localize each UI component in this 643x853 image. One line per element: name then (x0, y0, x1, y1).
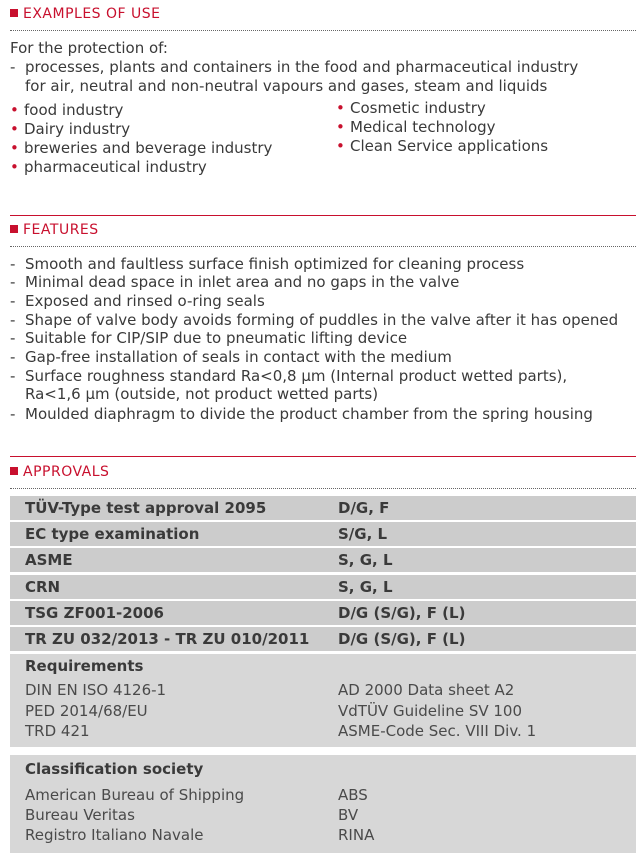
section-divider (10, 215, 636, 216)
requirement-item: AD 2000 Data sheet A2 (338, 681, 515, 699)
table-row: TSG ZF001-2006 D/G (S/G), F (L) (10, 601, 636, 625)
list-item: • food industry (10, 101, 124, 119)
classification-item: BV (338, 806, 359, 824)
bullet-icon: • (10, 139, 19, 157)
divider (10, 30, 636, 31)
bullet-icon: • (336, 118, 345, 136)
divider (10, 488, 636, 489)
approvals-heading: APPROVALS (10, 464, 636, 480)
divider (10, 246, 636, 247)
requirement-item: TRD 421 (25, 722, 90, 740)
list-item: - Exposed and rinsed o-ring seals (10, 292, 265, 310)
section-divider (10, 456, 636, 457)
requirement-item: VdTÜV Guideline SV 100 (338, 702, 523, 720)
classification-item: RINA (338, 826, 375, 844)
bullet-icon: • (10, 101, 19, 119)
list-item: - Shape of valve body avoids forming of puddles in the valve after it has opened (10, 311, 619, 329)
table-row: CRN S, G, L (10, 575, 636, 599)
bullet-icon: • (336, 137, 345, 155)
list-item: for air, neutral and non-neutral vapours and gases, steam and liquids (25, 77, 548, 95)
list-item: - Minimal dead space in inlet area and no gaps in the valve (10, 273, 460, 291)
bullet-icon: • (10, 158, 19, 176)
list-item: - Moulded diaphragm to divide the product chamber from the spring housing (10, 405, 593, 423)
requirements-title: Requirements (25, 657, 144, 675)
list-item: • Dairy industry (10, 120, 131, 138)
table-row: TR ZU 032/2013 - TR ZU 010/2011 D/G (S/G), F (L) (10, 627, 636, 651)
classification-title: Classification society (25, 760, 204, 778)
list-item: - Gap-free installation of seals in contact with the medium (10, 348, 452, 366)
requirement-item: ASME-Code Sec. VIII Div. 1 (338, 722, 537, 740)
requirement-item: DIN EN ISO 4126-1 (25, 681, 167, 699)
red-square-icon (10, 225, 18, 233)
list-item: - Surface roughness standard Ra<0,8 µm (Internal product wetted parts), (10, 367, 568, 385)
bullet-icon: • (336, 99, 345, 117)
examples-heading: EXAMPLES OF USE (10, 6, 636, 22)
list-item: • Medical technology (336, 118, 496, 136)
list-item: • breweries and beverage industry (10, 139, 273, 157)
list-item: - Smooth and faultless surface finish optimized for cleaning process (10, 255, 525, 273)
classification-item: Bureau Veritas (25, 806, 135, 824)
list-item: - Suitable for CIP/SIP due to pneumatic lifting device (10, 329, 408, 347)
red-square-icon (10, 467, 18, 475)
bullet-icon: • (10, 120, 19, 138)
list-item: • Cosmetic industry (336, 99, 486, 117)
requirement-item: PED 2014/68/EU (25, 702, 148, 720)
table-row: ASME S, G, L (10, 548, 636, 572)
list-item: Ra<1,6 µm (outside, not product wetted parts) (25, 385, 379, 403)
classification-item: Registro Italiano Navale (25, 826, 204, 844)
list-item: • pharmaceutical industry (10, 158, 207, 176)
table-row: EC type examination S/G, L (10, 522, 636, 546)
red-square-icon (10, 9, 18, 17)
classification-item: American Bureau of Shipping (25, 786, 245, 804)
table-row: TÜV-Type test approval 2095 D/G, F (10, 496, 636, 520)
features-heading: FEATURES (10, 222, 636, 238)
classification-item: ABS (338, 786, 368, 804)
list-item: • Clean Service applications (336, 137, 549, 155)
examples-intro: For the protection of: (10, 39, 168, 57)
list-item: - processes, plants and containers in the food and pharmaceutical industry (10, 58, 579, 76)
